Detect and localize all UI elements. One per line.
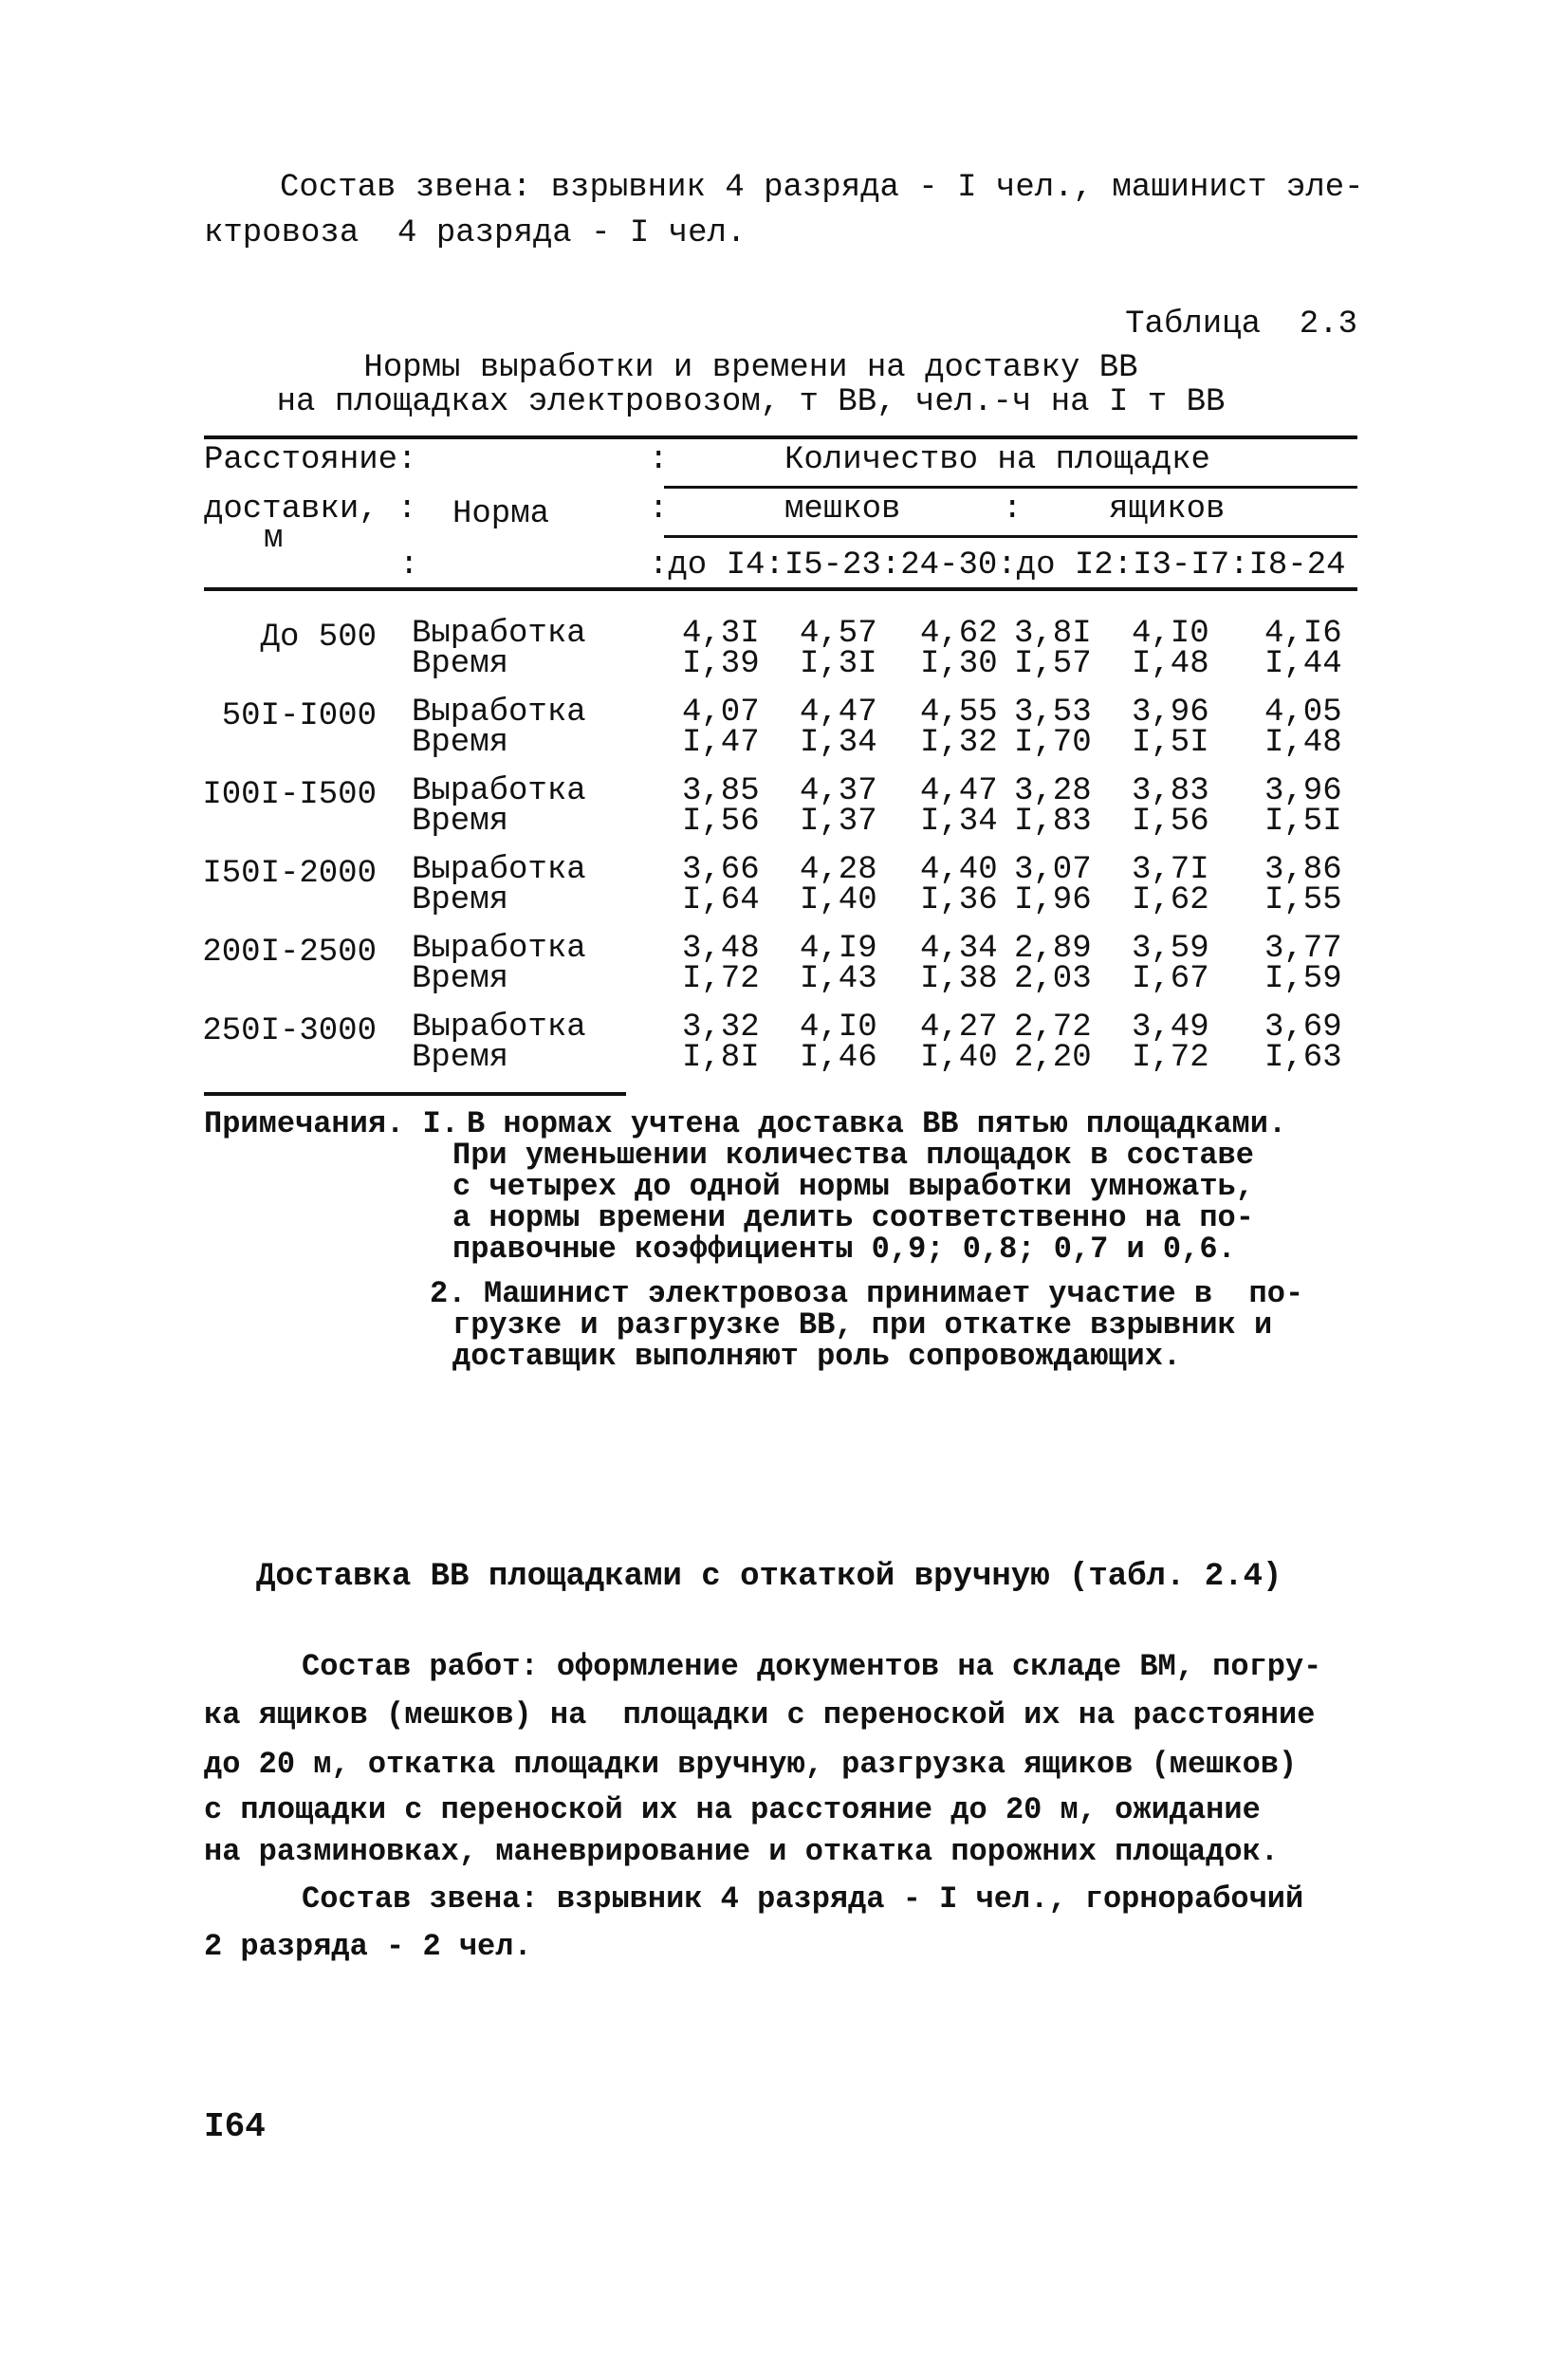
output-value: 4,47 (800, 695, 877, 731)
time-value: I,56 (682, 804, 760, 840)
time-value: I,34 (800, 725, 877, 761)
output-value: 4,55 (920, 695, 998, 731)
time-value: I,5I (1264, 804, 1342, 840)
output-value: 4,57 (800, 616, 877, 652)
output-value: 3,32 (682, 1010, 760, 1046)
time-value: I,83 (1014, 804, 1092, 840)
note-1-line: При уменьшении количества площадок в составе (452, 1138, 1254, 1173)
output-value: 4,3I (682, 616, 760, 652)
time-value: I,30 (920, 646, 998, 682)
header-boxes: ящиков (1109, 491, 1226, 528)
output-value: 3,69 (1264, 1010, 1342, 1046)
output-value: 4,47 (920, 773, 998, 809)
output-value: 3,85 (682, 773, 760, 809)
output-value: 4,37 (800, 773, 877, 809)
time-value: I,46 (800, 1040, 877, 1076)
row-time-label: Время (412, 725, 509, 761)
row-output-label: Выработка (412, 695, 586, 731)
header-distance-1: Расстояние: (204, 442, 417, 478)
time-value: I,32 (920, 725, 998, 761)
title-text-1: Нормы выработки и времени на доставку ВВ (363, 350, 1138, 386)
time-value: I,67 (1132, 961, 1209, 997)
note-1-line: с четырех до одной нормы выработки умножать, (452, 1169, 1254, 1204)
time-value: I,39 (682, 646, 760, 682)
time-value: I,8I (682, 1040, 760, 1076)
header-bags: мешков (784, 491, 901, 528)
time-value: I,48 (1132, 646, 1209, 682)
output-value: 4,40 (920, 852, 998, 888)
output-value: 4,I9 (800, 931, 877, 967)
table-label: Таблица 2.3 (1125, 306, 1357, 343)
time-value: 2,20 (1014, 1040, 1092, 1076)
time-value: I,38 (920, 961, 998, 997)
work-line: на разминовках, маневрирование и откатка порожних площадок. (204, 1834, 1279, 1869)
time-value: 2,03 (1014, 961, 1092, 997)
header-norm: Норма (452, 496, 550, 532)
header-distance-2: доставки, : (204, 491, 417, 528)
row-output-label: Выработка (412, 616, 586, 652)
row-distance: 200I-2500 (202, 935, 377, 971)
output-value: 2,72 (1014, 1010, 1092, 1046)
output-value: 4,34 (920, 931, 998, 967)
row-output-label: Выработка (412, 773, 586, 809)
title-text-2: на площадках электровозом, т ВВ, чел.-ч на I т ВВ (276, 384, 1226, 420)
row-time-label: Время (412, 961, 509, 997)
output-value: 3,48 (682, 931, 760, 967)
work-line: ка ящиков (мешков) на площадки с переноской их на расстояние (204, 1697, 1316, 1732)
row-output-label: Выработка (412, 852, 586, 888)
intro-line-1: Состав звена: взрывник 4 разряда - I чел., машинист эле- (280, 170, 1364, 206)
row-output-label: Выработка (412, 931, 586, 967)
time-value: I,62 (1132, 882, 1209, 918)
output-value: 3,28 (1014, 773, 1092, 809)
output-value: 4,05 (1264, 695, 1342, 731)
time-value: I,37 (800, 804, 877, 840)
work-line: с площадки с переноской их на расстояние до 20 м, ожидание (204, 1792, 1261, 1827)
header-quantity: Количество на площадке (784, 442, 1210, 478)
output-value: 4,27 (920, 1010, 998, 1046)
intro-line-2: ктровоза 4 разряда - I чел. (204, 215, 747, 251)
time-value: I,3I (800, 646, 877, 682)
output-value: 3,59 (1132, 931, 1209, 967)
output-value: 4,I6 (1264, 616, 1342, 652)
table-title-2 (0, 385, 1568, 419)
time-value: I,63 (1264, 1040, 1342, 1076)
time-value: I,70 (1014, 725, 1092, 761)
row-distance: 50I-I000 (221, 698, 377, 734)
table-end-rule (204, 1092, 626, 1096)
time-value: I,43 (800, 961, 877, 997)
output-value: 3,53 (1014, 695, 1092, 731)
row-output-label: Выработка (412, 1010, 586, 1046)
time-value: I,96 (1014, 882, 1092, 918)
work-line: Состав работ: оформление документов на складе ВМ, погру- (302, 1649, 1322, 1684)
time-value: I,36 (920, 882, 998, 918)
row-time-label: Время (412, 804, 509, 840)
time-value: I,48 (1264, 725, 1342, 761)
time-value: I,55 (1264, 882, 1342, 918)
note-1-line: правочные коэффициенты 0,9; 0,8; 0,7 и 0,6. (452, 1232, 1236, 1267)
table-top-rule (204, 435, 1357, 439)
header-distance-3: м (264, 521, 284, 557)
output-value: 3,66 (682, 852, 760, 888)
output-value: 3,49 (1132, 1010, 1209, 1046)
header-ranges: :до I4:I5-23:24-30:до I2:I3-I7:I8-24 (649, 547, 1346, 584)
time-value: I,40 (920, 1040, 998, 1076)
row-distance: I00I-I500 (202, 777, 377, 813)
time-value: I,72 (682, 961, 760, 997)
row-time-label: Время (412, 882, 509, 918)
time-value: I,34 (920, 804, 998, 840)
note-1-line: а нормы времени делить соответственно на по- (452, 1200, 1254, 1235)
header-rule-1 (664, 486, 1357, 489)
time-value: I,40 (800, 882, 877, 918)
output-value: 3,77 (1264, 931, 1342, 967)
time-value: I,5I (1132, 725, 1209, 761)
header-colon: : (649, 442, 669, 478)
work-line: до 20 м, откатка площадки вручную, разгрузка ящиков (мешков) (204, 1747, 1298, 1782)
page-number: I64 (204, 2107, 266, 2146)
header-colon: : (649, 491, 669, 528)
output-value: 4,07 (682, 695, 760, 731)
time-value: I,72 (1132, 1040, 1209, 1076)
time-value: I,56 (1132, 804, 1209, 840)
output-value: 3,8I (1014, 616, 1092, 652)
header-bottom-rule (204, 587, 1357, 591)
time-value: I,44 (1264, 646, 1342, 682)
crew-line: 2 разряда - 2 чел. (204, 1929, 532, 1964)
header-colon: : (399, 547, 419, 584)
notes-label: Примечания. I. (204, 1106, 459, 1141)
output-value: 3,83 (1132, 773, 1209, 809)
header-colon: : (1003, 491, 1023, 528)
output-value: 2,89 (1014, 931, 1092, 967)
output-value: 4,62 (920, 616, 998, 652)
row-time-label: Время (412, 1040, 509, 1076)
note-2-line: Машинист электровоза принимает участие в по- (484, 1276, 1304, 1311)
header-rule-2 (664, 535, 1357, 538)
output-value: 3,96 (1132, 695, 1209, 731)
output-value: 4,28 (800, 852, 877, 888)
note-2-label: 2. (430, 1276, 467, 1311)
output-value: 3,07 (1014, 852, 1092, 888)
section-heading: Доставка ВВ площадками с откаткой вручную (табл. 2.4) (256, 1559, 1282, 1595)
output-value: 3,96 (1264, 773, 1342, 809)
time-value: I,47 (682, 725, 760, 761)
note-2-line: грузке и разгрузке ВВ, при откатке взрывник и (452, 1307, 1273, 1343)
output-value: 4,I0 (1132, 616, 1209, 652)
time-value: I,57 (1014, 646, 1092, 682)
output-value: 4,I0 (800, 1010, 877, 1046)
time-value: I,64 (682, 882, 760, 918)
row-time-label: Время (412, 646, 509, 682)
row-distance: 250I-3000 (202, 1013, 377, 1049)
output-value: 3,7I (1132, 852, 1209, 888)
output-value: 3,86 (1264, 852, 1342, 888)
time-value: I,59 (1264, 961, 1342, 997)
row-distance: I50I-2000 (202, 856, 377, 892)
crew-line: Состав звена: взрывник 4 разряда - I чел., горнорабочий (302, 1881, 1304, 1917)
row-distance: До 500 (260, 620, 377, 656)
table-title-1 (0, 351, 1568, 385)
note-2-line: доставщик выполняют роль сопровождающих. (452, 1339, 1182, 1374)
note-1-line: В нормах учтена доставка ВВ пятью площадками. (467, 1106, 1287, 1141)
